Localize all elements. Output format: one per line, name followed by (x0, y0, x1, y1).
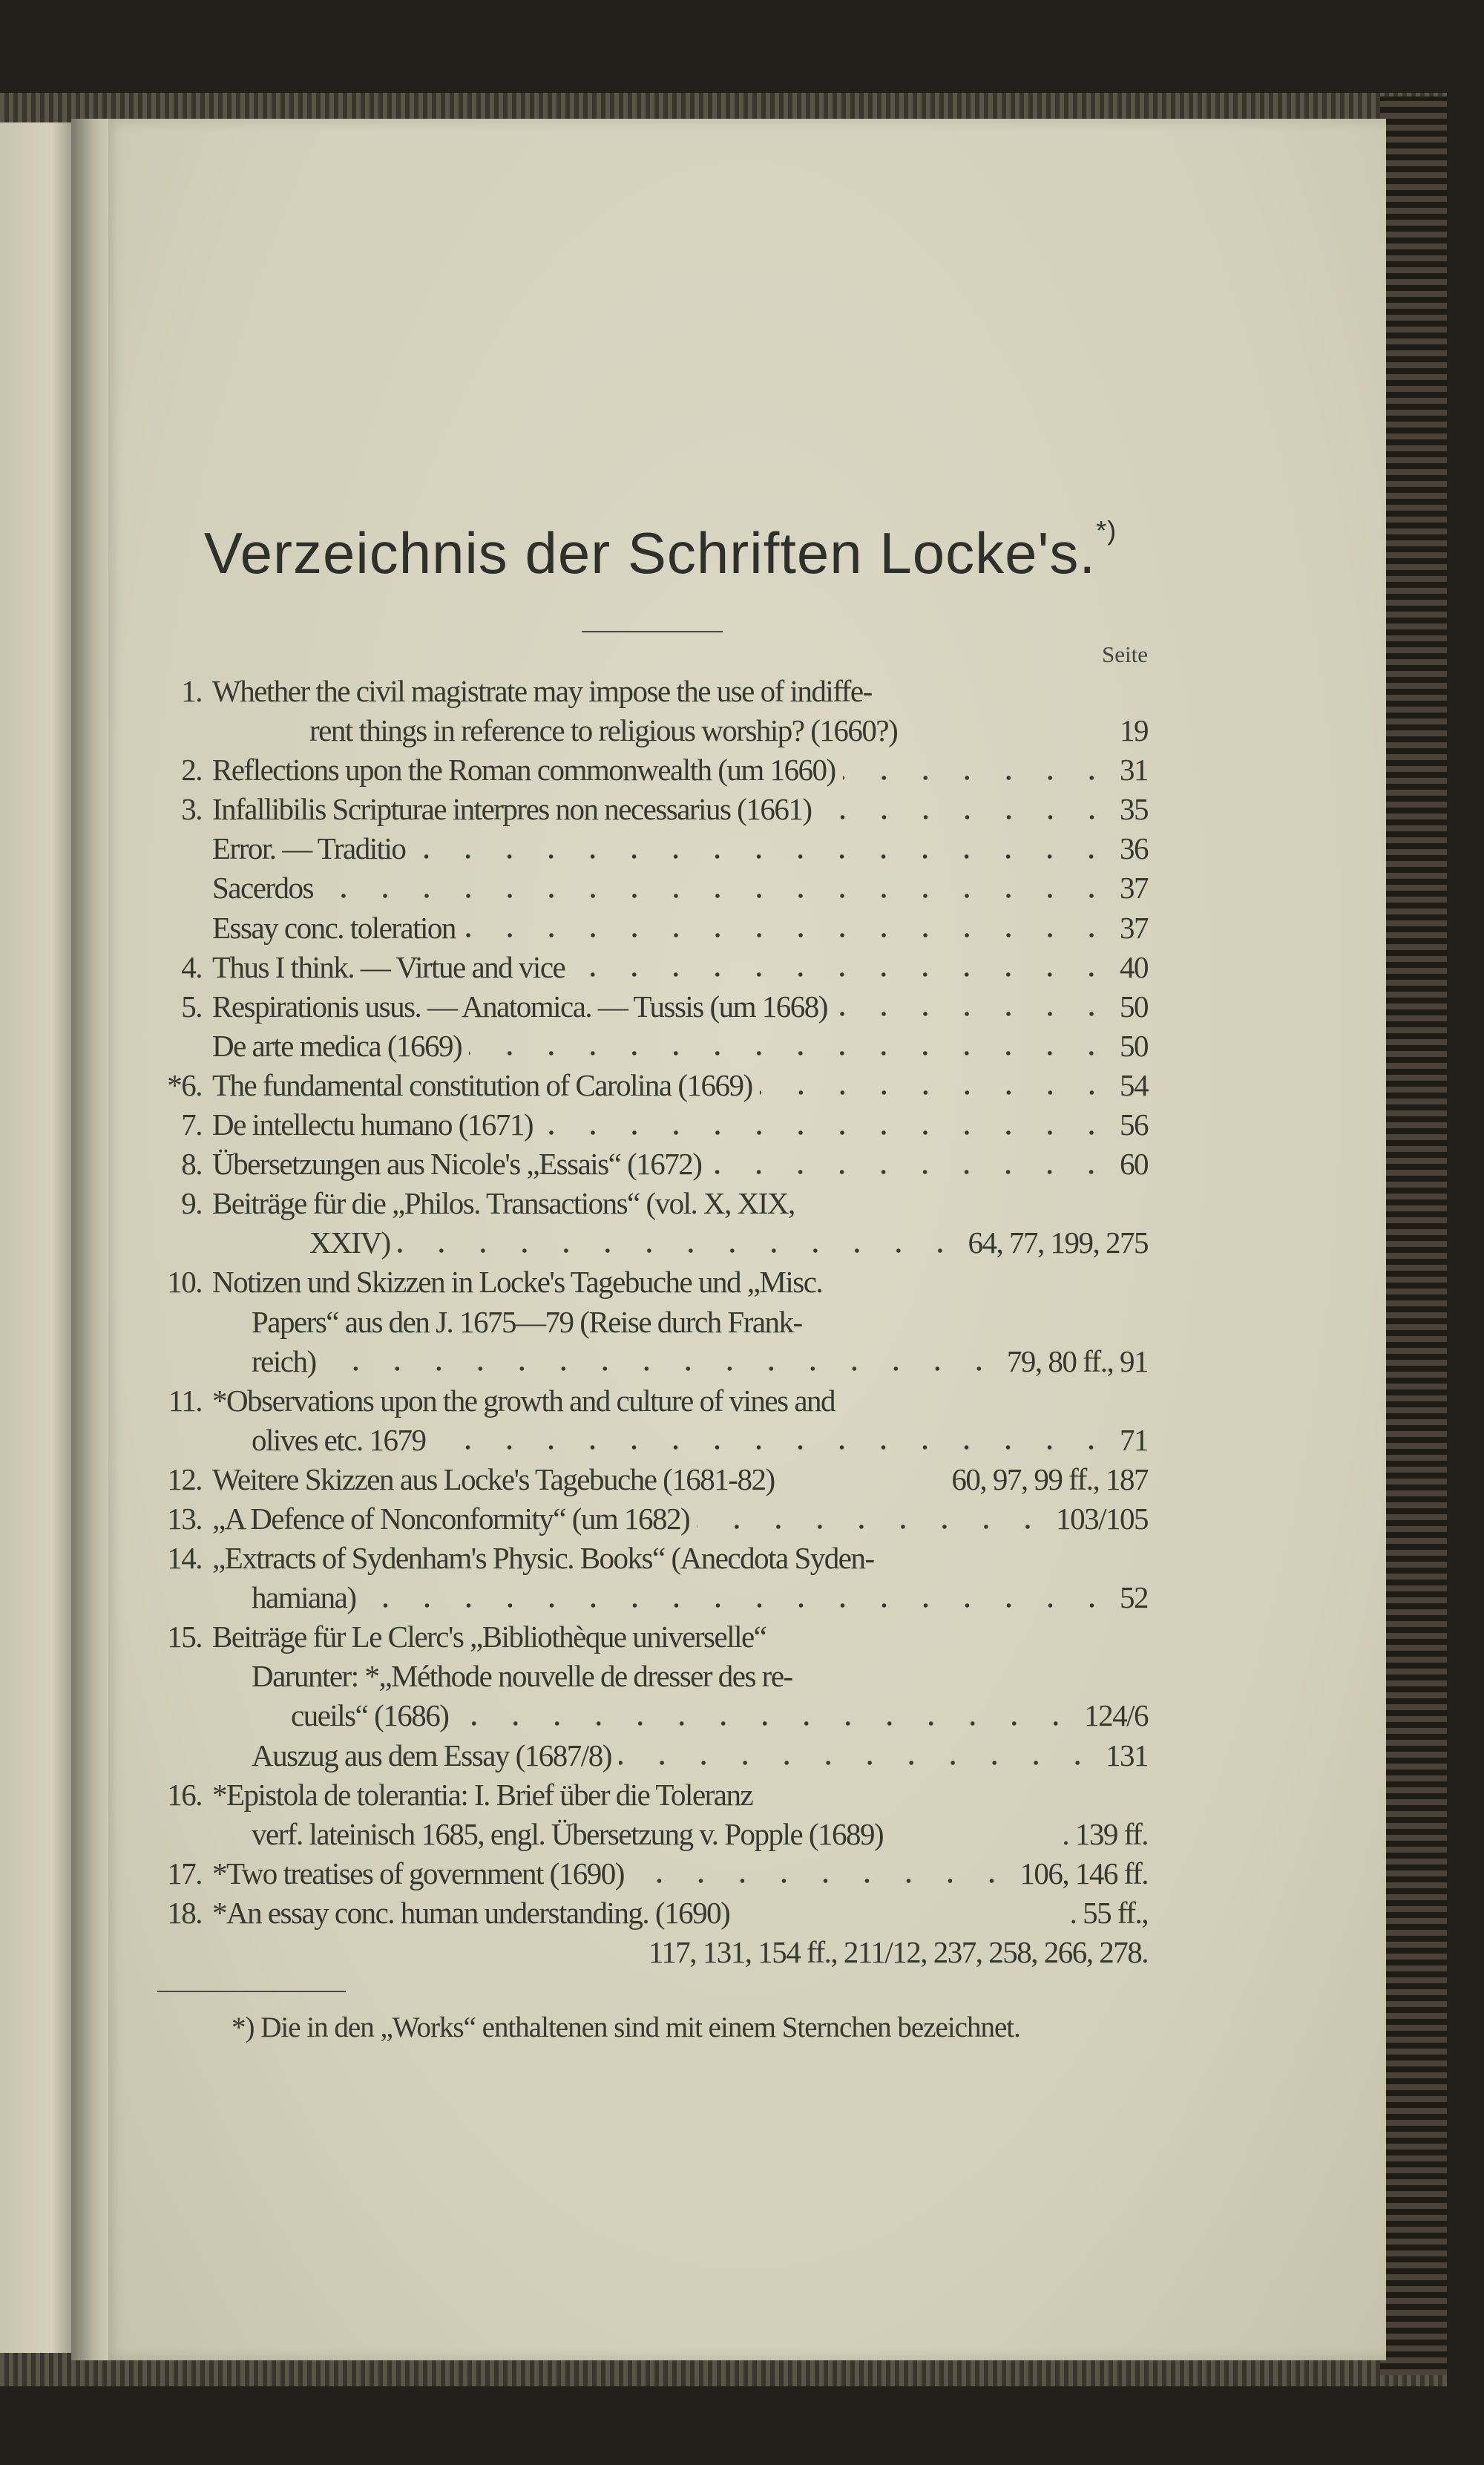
toc-line (148, 1775, 1148, 1815)
title-divider (582, 631, 723, 632)
dot-leader (324, 1365, 999, 1372)
facing-page-edge (0, 111, 74, 2368)
toc-title: Notizen und Skizzen in Locke's Tagebuche und „Misc. (212, 1265, 823, 1300)
toc-number: 3. (181, 792, 202, 827)
toc-title: Infallibilis Scripturae interpres non necessarius (1661) (212, 792, 812, 827)
dot-leader (364, 1602, 1112, 1609)
dot-leader (879, 695, 1140, 703)
toc-title: Auszug aus dem Essay (1687/8) (252, 1738, 611, 1772)
toc-title: *Epistola de tolerantia: I. Brief über die Toleranz (212, 1777, 753, 1812)
toc-title: Essay conc. toleration (212, 910, 456, 945)
dot-leader (890, 1838, 1054, 1845)
toc-number: 18. (167, 1895, 202, 1930)
toc-page: 79, 80 ff., 91 (1006, 1343, 1148, 1378)
toc-page: 106, 146 ff. (1020, 1856, 1148, 1891)
toc-line (148, 1499, 1148, 1539)
toc-line (148, 1460, 1148, 1499)
toc-line (148, 1263, 1148, 1302)
dot-leader (572, 971, 1112, 978)
toc-title: rent things in reference to religious worship? (1660?) (309, 713, 898, 748)
footnote: *) Die in den „Works“ enthaltenen sind mit einem Sternchen bezeichnet. (232, 2011, 1020, 2043)
dot-leader (802, 1208, 1140, 1215)
dot-leader (709, 1168, 1112, 1176)
toc-title: „Extracts of Sydenham's Physic. Books“ (Anecdota Syden- (212, 1541, 874, 1576)
toc-line (148, 1066, 1148, 1105)
toc-page: 19 (1120, 713, 1148, 748)
toc-page: 37 (1120, 910, 1148, 945)
book-binding-top (0, 93, 1447, 122)
toc-title: *Observations upon the growth and culture of vines and (212, 1383, 835, 1418)
toc-title: Thus I think. — Virtue and vice (212, 949, 565, 984)
dot-leader (843, 774, 1112, 782)
dot-leader (773, 1641, 1140, 1649)
toc-title: Übersetzungen aus Nicole's „Essais“ (1672) (212, 1147, 702, 1182)
toc-number: 4. (181, 949, 202, 984)
toc-line (148, 1223, 1148, 1263)
toc-page: 52 (1120, 1580, 1148, 1615)
toc-title: „A Defence of Nonconformity“ (um 1682) (212, 1501, 690, 1536)
dot-leader (800, 1680, 1140, 1688)
toc-page: 64, 77, 199, 275 (968, 1225, 1148, 1260)
toc-line (148, 1027, 1148, 1066)
toc-page: 117, 131, 154 ff., 211/12, 237, 258, 266, 278. (648, 1935, 1148, 1969)
toc-title: Beiträge für die „Philos. Transactions“ (vol. X, XIX, (212, 1186, 795, 1221)
toc-title: Respirationis usus. — Anatomica. — Tussis (um 1668) (212, 989, 827, 1024)
toc-line (148, 1657, 1148, 1696)
toc-number: 11. (168, 1383, 202, 1418)
toc-title: De arte medica (1669) (212, 1028, 462, 1063)
toc-line (148, 1421, 1148, 1460)
dot-leader (830, 1286, 1140, 1294)
toc-title: olives etc. 1679 (252, 1422, 426, 1457)
dot-leader (463, 932, 1112, 939)
dot-leader (697, 1523, 1048, 1531)
toc-page: . 139 ff. (1062, 1816, 1148, 1851)
dot-leader (819, 814, 1113, 821)
toc-title: Whether the civil magistrate may impose the use of indiffe- (212, 674, 872, 708)
toc-page: . 55 ff., (1069, 1895, 1148, 1930)
toc-page: 40 (1120, 949, 1148, 984)
dot-leader (782, 1483, 945, 1490)
toc-title: The fundamental constitution of Carolina (1669) (212, 1067, 752, 1102)
title-footnote-marker: *) (1096, 515, 1117, 546)
toc-line (148, 711, 1148, 750)
dot-leader (433, 1444, 1112, 1451)
toc-line (148, 948, 1148, 987)
toc-number: *6. (167, 1067, 202, 1102)
toc-title: De intellectu humano (1671) (212, 1107, 533, 1142)
toc-line (148, 1342, 1148, 1381)
toc-line (148, 829, 1148, 868)
toc-number: 8. (181, 1147, 202, 1182)
toc-line (148, 909, 1148, 948)
toc-title: Error. — Traditio (212, 831, 406, 866)
toc-page: 56 (1120, 1107, 1148, 1142)
toc-page: 36 (1120, 831, 1148, 866)
toc-line (148, 1105, 1148, 1145)
toc-line (148, 1381, 1148, 1421)
toc-number: 13. (167, 1501, 202, 1536)
toc-page: 103/105 (1056, 1501, 1148, 1536)
toc-line (148, 1539, 1148, 1578)
toc-line (148, 672, 1148, 711)
toc-page: 50 (1120, 1028, 1148, 1063)
toc-title: cueils“ (1686) (291, 1698, 449, 1733)
toc-line (148, 1578, 1148, 1617)
dot-leader (619, 1759, 1098, 1767)
toc-title: XXIV) (309, 1225, 390, 1260)
dot-leader (540, 1129, 1112, 1136)
toc-number: 1. (181, 674, 202, 708)
dot-leader (413, 853, 1112, 860)
toc-title: Weitere Skizzen aus Locke's Tagebuche (1681-82) (212, 1461, 775, 1496)
toc-line (148, 1933, 1148, 1972)
toc-line (148, 1696, 1148, 1735)
toc-title: verf. lateinisch 1685, engl. Übersetzung v. Popple (1689) (252, 1816, 884, 1851)
dot-leader (398, 1247, 961, 1254)
toc-page: 54 (1120, 1067, 1148, 1102)
dot-leader (760, 1798, 1140, 1806)
dot-leader (469, 1050, 1112, 1057)
toc-line (148, 1145, 1148, 1184)
dot-leader (904, 735, 1112, 742)
toc-line (148, 1303, 1148, 1342)
toc-number: 7. (181, 1107, 202, 1142)
toc-title: *Two treatises of government (1690) (212, 1856, 624, 1891)
toc-page: 37 (1120, 871, 1148, 906)
toc-line (148, 868, 1148, 908)
dot-leader (810, 1326, 1140, 1333)
dot-leader (835, 1010, 1112, 1018)
title-text: Verzeichnis der Schriften Locke's. (203, 520, 1097, 586)
toc-line (148, 1736, 1148, 1775)
toc-title: reich) (252, 1343, 316, 1378)
toc-title: Sacerdos (212, 871, 314, 906)
toc-line (148, 987, 1148, 1027)
toc-title: *An essay conc. human understanding. (1690) (212, 1895, 730, 1930)
book-binding-right (1380, 96, 1447, 2375)
toc-page: 35 (1120, 792, 1148, 827)
toc-number: 10. (167, 1265, 202, 1300)
toc-line (148, 790, 1148, 829)
page-column-header: Seite (1102, 641, 1148, 667)
toc-line (148, 1815, 1148, 1854)
toc-number: 14. (167, 1541, 202, 1576)
dot-leader (842, 1404, 1140, 1412)
toc-title: Reflections upon the Roman commonwealth (um 1660) (212, 753, 835, 788)
toc-number: 17. (167, 1856, 202, 1891)
toc-title: Papers“ aus den J. 1675—79 (Reise durch Frank- (252, 1304, 802, 1339)
footnote-divider (157, 1991, 346, 1992)
toc-line (148, 1893, 1148, 1933)
toc-title: Darunter: *„Méthode nouvelle de dresser des re- (252, 1659, 792, 1694)
toc-title: hamiana) (252, 1580, 356, 1615)
toc-page: 131 (1106, 1738, 1148, 1772)
toc-number: 15. (167, 1620, 202, 1654)
page-title (0, 515, 1321, 587)
toc-line (148, 750, 1148, 790)
toc-number: 9. (181, 1186, 202, 1221)
toc-line (148, 1617, 1148, 1657)
dot-leader (631, 1877, 1013, 1885)
table-of-contents (148, 672, 1148, 1972)
toc-page: 50 (1120, 989, 1148, 1024)
toc-page: 31 (1120, 753, 1148, 788)
toc-number: 5. (181, 989, 202, 1024)
toc-line (148, 1184, 1148, 1223)
dot-leader (760, 1089, 1112, 1096)
dot-leader (737, 1916, 1062, 1924)
toc-title: Beiträge für Le Clerc's „Bibliothèque universelle“ (212, 1620, 766, 1654)
toc-page: 60 (1120, 1147, 1148, 1182)
dot-leader (321, 892, 1112, 900)
toc-page: 124/6 (1084, 1698, 1148, 1733)
toc-number: 12. (167, 1461, 202, 1496)
toc-page: 71 (1120, 1422, 1148, 1457)
dot-leader (881, 1562, 1140, 1570)
toc-page: 60, 97, 99 ff., 187 (951, 1461, 1148, 1496)
page-gutter (71, 119, 108, 2360)
toc-line (148, 1854, 1148, 1893)
toc-number: 16. (167, 1777, 202, 1812)
toc-number: 2. (181, 753, 202, 788)
dot-leader (456, 1720, 1077, 1727)
